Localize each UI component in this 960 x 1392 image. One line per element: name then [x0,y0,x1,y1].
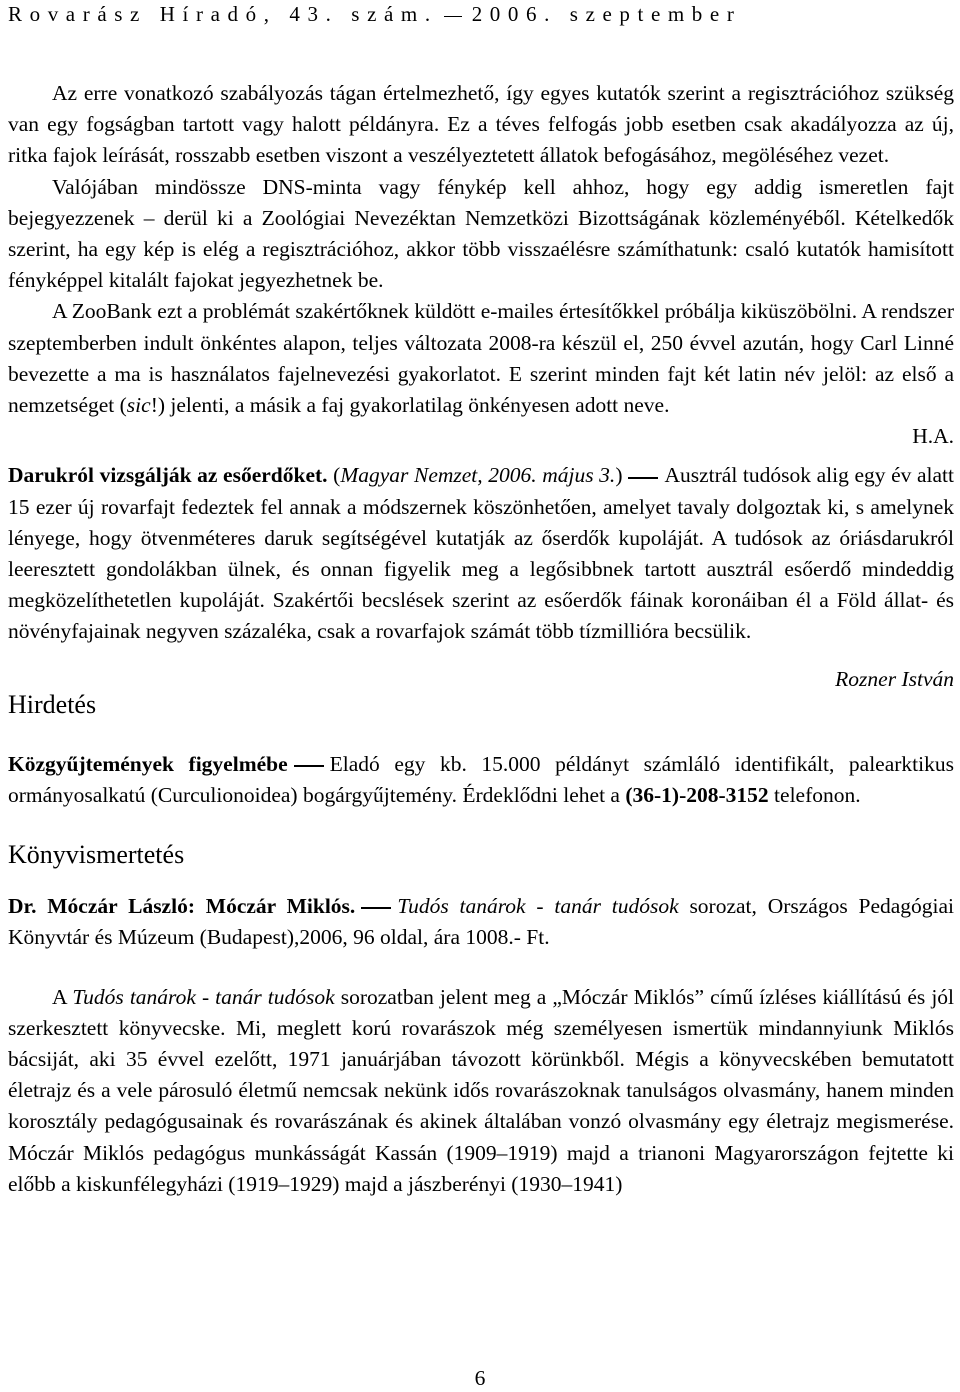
ad-phone: (36-1)-208-3152 [625,783,769,808]
series-title: Tudós tanárok - tanár tudósok [397,894,679,919]
running-header [8,2,952,27]
book-citation: Dr. Móczár László: Móczár Miklós. Tudós tanárok - tanár tudósok sorozat, Országos Pedagógiai Könyvtár és Múzeum (Budapest),2006, 96 oldal, ára 1008.- Ft. [8,894,955,950]
journal-title: Rovarász Híradó, 43. szám. [8,2,438,26]
em-dash [628,477,658,479]
em-dash [294,765,324,767]
article-body: Ausztrál tudósok alig egy év alatt 15 ezer új rovarfajt fedeztek fel annak a módszernek köszönhetően, amelyet tavaly dolgoztak ki, s amelynek lényege, hogy ötvenméteres daruk segítségével kutatják az őserdők kupoláját. A tudósok az óriásdarukról leeresztett gondolákban ülnek, és onnan figyelik meg a legősibbnek tartott ausztrál esőerdő mindeddig megközelíthetetlen kupoláját. Szakértői becslések szerint az esőerdők fáinak koronáiban él a Föld állat- és növényfajainak negyven százaléka, csak a rovarfajok számát több tízmillióra becsülik. [8,463,954,644]
paragraph: A ZooBank ezt a problémát szakértőknek küldött e-mailes értesítőkkel próbálja kiküszöbölni. A rendszer szeptemberben indult önkéntes alapon, teljes változata 2008-ra készül el, 250 évvel azután, hogy Carl Linné bevezette a ma is használatos fajelnevezési gyakorlatot. E szerint minden fajt két latin név jelöl: az első a nemzetséget (sic!) jelenti, a másik a faj gyakorlatilag önkényesen adott neve. [8,299,954,418]
issue-date: 2006. szeptember [471,2,742,26]
news-article: Darukról vizsgálják az esőerdőket. (Magyar Nemzet, 2006. május 3.) Ausztrál tudósok alig egy év alatt 15 ezer új rovarfajt fedeztek fel annak a módszernek köszönhetően, amelyet tavaly dolgoztak ki, s amelynek lényege, hogy ötvenméteres daruk segítségével kutatják az őserdők kupoláját. A tudósok az óriásdarukról leeresztett gondolákban ülnek, és onnan figyelik meg a legősibbnek tartott ausztrál esőerdő mindeddig megközelíthetetlen kupoláját. Szakértői becslések szerint az esőerdők fáinak koronáiban él a Föld állat- és növényfajainak negyven százaléka, csak a rovarfajok számát több tízmillióra becsülik. [8,463,954,644]
body-text [8,78,954,1200]
signature-initials: H.A. [912,424,954,449]
paragraph: Az erre vonatkozó szabályozás tágan értelmezhető, így egyes kutatók szerint a regisztrációhoz szükség van egy fogságban tartott vagy halott példányra. Ez a téves felfogás jobb esetben csak akadályozza az új, ritka fajok leírását, rosszabb esetben viszont a veszélyeztetett állatok befogásához, megöléséhez vezet. [8,81,954,168]
page-number: 6 [474,1366,486,1390]
paragraph: Valójában mindössze DNS-minta vagy fénykép kell ahhoz, hogy egy addig ismeretlen fajt bejegyezzenek – derül ki a Zoológiai Nevezéktan Nemzetközi Bizottságának közleményéből. Kételkedők szerint, ha egy kép is elég a regisztrációhoz, akkor több visszaélésre számíthatunk: csaló kutatók hamisított fényképpel kitalált fajokat jegyezhetnek be. [8,174,954,293]
review-body: A Tudós tanárok - tanár tudósok sorozatban jelent meg a „Móczár Miklós” című ízléses kiállítású és jól szerkesztett könyvecske. Mi, meglett korú rovarászok még személyesen ismertük mindannyiunk Miklós bácsiját, aki 35 évvel ezelőtt, 1971 januárjában távozott körünkből. Mégis a könyvecskében bemutatott életrajz és a vele párosuló életmű nemcsak nekünk idős rovarászoknak tanulságos olvasmány, hanem minden korosztály pedagógusainak és rovarászának és akinek általában vonzó olvasmány egy életrajz megismerése. Móczár Miklós pedagógus munkásságát Kassán (1909–1919) majd a trianoni Magyarországon fejtette ki előbb a kiskunfélegyházi (1919–1929) majd a jászberényi (1930–1941) [8,984,955,1196]
sic-note: sic [126,393,151,418]
advertisement: Közgyűjtemények figyelmébe Eladó egy kb. 15.000 példányt számláló identifikált, palearktikus ormányosalkatú (Curculionoidea) bogárgyűjtemény. Érdeklődni lehet a (36-1)-208-3152 telefonon. [8,751,954,808]
section-heading-review: Könyvismertetés [8,840,185,870]
article-author: Rozner István [835,666,954,691]
header-dash [444,16,462,17]
article-title: Darukról vizsgálják az esőerdőket. [8,463,328,488]
section-heading-ad: Hirdetés [8,689,97,719]
ad-title: Közgyűjtemények figyelmébe [8,751,288,776]
book-author: Dr. Móczár László: Móczár Miklós. [8,894,356,919]
article-source: Magyar Nemzet, 2006. május 3. [340,463,616,488]
em-dash [361,907,391,909]
